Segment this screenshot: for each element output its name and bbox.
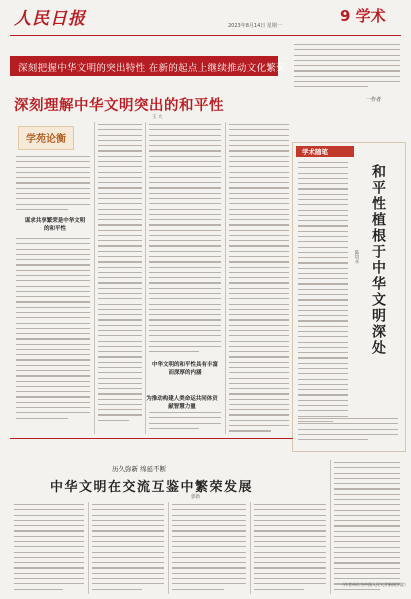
subhead-1: 谋求共享繁荣是中华文明的和平性 [24,218,86,232]
second-col-5-text [334,462,400,594]
column-divider [145,122,146,434]
subhead-2: 中华文明的和平性具有丰富而深厚的内涵 [151,362,218,376]
second-article-headline: 中华文明在交流互鉴中繁荣发展 [50,480,254,495]
column-1-text-b [16,238,90,423]
main-byline: 王 大 [152,115,163,120]
column-divider [88,502,89,594]
footnote: （作者单位为中国人民大学新闻学院） [340,582,408,587]
main-headline: 深刻理解中华文明突出的和平性 [14,98,224,114]
column-divider [168,502,169,594]
column-4-text [229,124,289,436]
second-article-byline: 郭新 [191,495,200,500]
second-col-2-text [92,504,164,594]
sidebar-text-b [298,418,398,444]
sidebar-author: 陈培永 [354,250,359,264]
newspaper-logo: 人民日报 [14,9,86,29]
subhead-3: 为推动构建人类命运共同体贡献智慧力量 [146,396,218,410]
page-number: 9 学术 [340,7,386,25]
sidebar-title: 和平性植根于中华文明深处 [370,164,386,356]
sidebar-tag [296,146,354,157]
second-article-kicker: 历久弥新 绵延不断 [112,465,167,473]
masthead-rule [10,35,401,36]
column-tag-label: 学苑论衡 [26,134,66,145]
second-col-4-text [254,504,326,594]
top-right-text-block [294,44,400,92]
column-divider [330,460,331,594]
banner-text: 深刻把握中华文明的突出特性 在新的起点上继续推动文化繁荣 [18,63,286,74]
second-col-1-text [14,504,84,594]
column-3-text-b [149,412,221,433]
sidebar-tag-label: 学术随笔 [302,148,328,156]
column-divider [225,122,226,434]
top-right-author: 一作者 [366,97,382,103]
sidebar-text-a [298,162,348,426]
column-2-text [98,124,142,425]
dateline: 2023年8月14日 星期一 [228,23,282,29]
column-3-text [149,124,221,356]
second-col-3-text [172,504,246,594]
section-banner [10,56,286,76]
column-1-text [16,156,90,214]
section-divider [10,438,293,439]
column-divider [250,502,251,594]
column-divider [94,122,95,434]
